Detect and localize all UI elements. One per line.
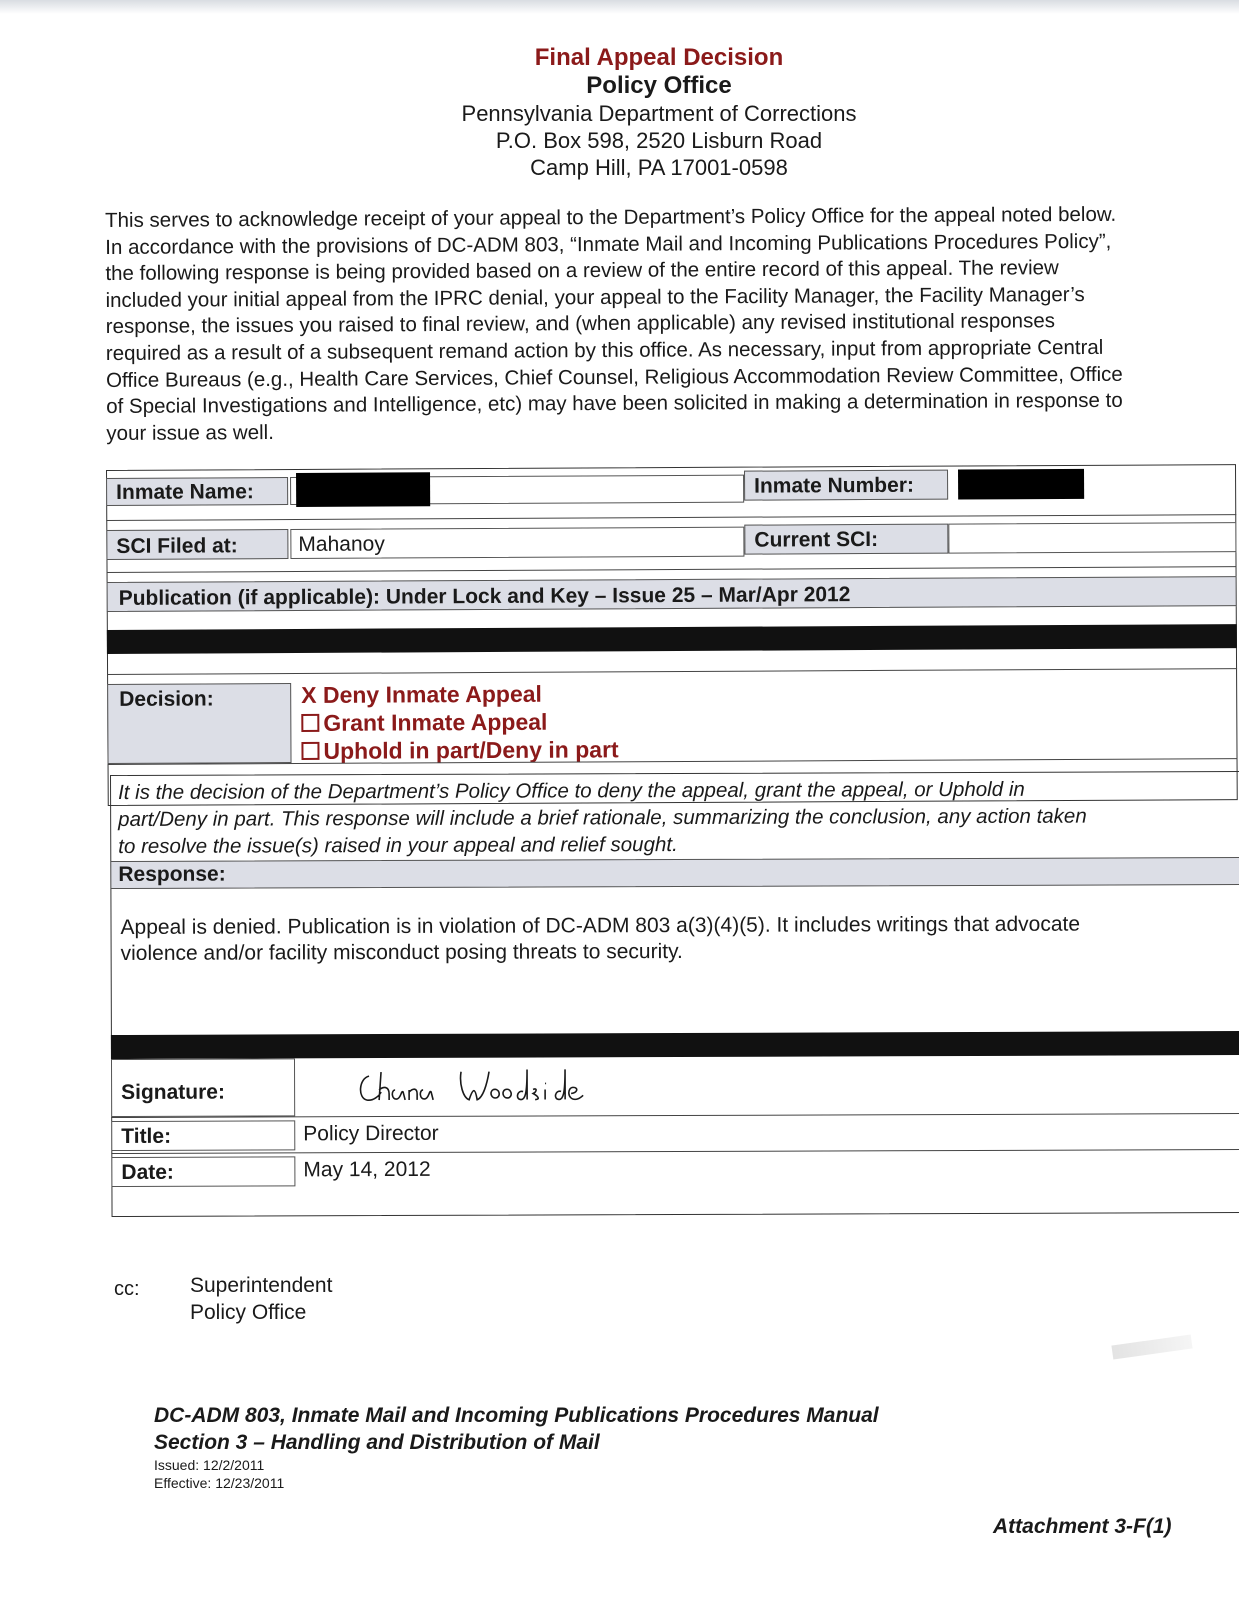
section-title: Section 3 – Handling and Distribution of Mail: [154, 1431, 600, 1454]
publication-line: Publication (if applicable): Under Lock and Key – Issue 25 – Mar/Apr 2012: [118, 583, 851, 610]
response-text-line: Appeal is denied. Publication is in violation of DC-ADM 803 a(3)(4)(5). It includes writings that advocate: [120, 912, 1081, 939]
scan-smudge: [1111, 1335, 1192, 1360]
cc-recipient: Policy Office: [190, 1301, 307, 1324]
decision-note-line: to resolve the issue(s) raised in your appeal and relief sought.: [118, 833, 678, 858]
intro-line: required as a result of a subsequent remand action by this office. As necessary, input from appropriate Central: [105, 335, 1104, 365]
current-sci-label: Current SCI:: [754, 527, 879, 552]
decision-option-uphold-part: [301, 735, 618, 765]
inmate-number-label: Inmate Number:: [754, 473, 915, 498]
document-title: Final Appeal Decision: [534, 44, 784, 71]
cc-recipient: Superintendent: [190, 1274, 333, 1297]
redacted-inmate-number: [958, 469, 1084, 500]
intro-line: This serves to acknowledge receipt of your appeal to the Department’s Policy Office for the appeal noted below.: [105, 202, 1117, 232]
document-footer: [154, 1402, 879, 1492]
decision-note-line: part/Deny in part. This response will include a brief rationale, summarizing the conclusion, any action taken: [118, 804, 1087, 831]
intro-line: In accordance with the provisions of DC-ADM 803, “Inmate Mail and Incoming Publications Procedures Policy”,: [105, 229, 1112, 259]
attachment-label: Attachment 3-F(1): [993, 1515, 1172, 1538]
signature-label: Signature:: [121, 1080, 225, 1104]
checkbox-icon: [301, 742, 319, 760]
cc-recipients: [190, 1272, 332, 1326]
intro-paragraph: [105, 201, 1239, 447]
handwritten-signature: [351, 1057, 671, 1114]
intro-line: the following response is being provided based on a review of the entire record of this appeal. The review: [105, 256, 1059, 286]
decision-option-grant-label: Grant Inmate Appeal: [323, 708, 548, 736]
effective-date: Effective: 12/23/2011: [154, 1475, 285, 1491]
response-label-cell: [110, 857, 1239, 889]
decision-note-line: It is the decision of the Department’s Policy Office to deny the appeal, grant the appeal, or Uphold in: [118, 777, 1025, 804]
appeal-form-bottom: [110, 771, 1239, 1217]
title-label: Title:: [121, 1124, 172, 1148]
address-line-2: P.O. Box 598, 2520 Lisburn Road: [495, 128, 823, 153]
intro-line: your issue as well.: [106, 420, 274, 445]
intro-line: response, the issues you raised to final review, and (when applicable) any revised institutional responses: [105, 309, 1056, 339]
title-value: Policy Director: [303, 1121, 439, 1146]
intro-line: of Special Investigations and Intelligence, etc) may have been solicited in making a determination in response to: [106, 388, 1123, 419]
letterhead: [0, 44, 1239, 181]
intro-line: Office Bureaus (e.g., Health Care Services, Chief Counsel, Religious Accommodation Review Committee, Office: [105, 362, 1123, 392]
separator-bar: [111, 1031, 1239, 1059]
redacted-inmate-name: [296, 472, 430, 507]
date-value: May 14, 2012: [303, 1157, 431, 1182]
manual-title: DC-ADM 803, Inmate Mail and Incoming Publications Procedures Manual: [154, 1404, 879, 1427]
current-sci-field: [948, 522, 1236, 554]
checkbox-icon: [301, 714, 319, 732]
inmate-name-label: Inmate Name:: [116, 480, 254, 504]
response-label: Response:: [118, 862, 226, 886]
decision-option-grant: [301, 708, 547, 737]
sci-filed-value: Mahanoy: [298, 532, 385, 556]
date-label: Date:: [121, 1160, 174, 1184]
address-line-3: Camp Hill, PA 17001-0598: [530, 155, 788, 180]
address-line-1: Pennsylvania Department of Corrections: [461, 101, 857, 126]
response-text-line: violence and/or facility misconduct posing threats to security.: [120, 940, 683, 965]
decision-option-deny: X Deny Inmate Appeal: [301, 680, 542, 708]
scan-edge: [0, 0, 1239, 14]
intro-line: included your initial appeal from the IPRC denial, your appeal to the Facility Manager, the Facility Manager’s: [105, 282, 1085, 312]
cc-label: cc:: [114, 1278, 140, 1300]
issued-date: Issued: 12/2/2011: [154, 1457, 265, 1473]
decision-option-uphold-label: Uphold in part/Deny in part: [323, 736, 619, 764]
decision-label: Decision:: [119, 687, 214, 711]
sci-filed-label: SCI Filed at:: [116, 534, 238, 558]
office-name: Policy Office: [586, 72, 732, 99]
appeal-form-top: [106, 464, 1238, 806]
